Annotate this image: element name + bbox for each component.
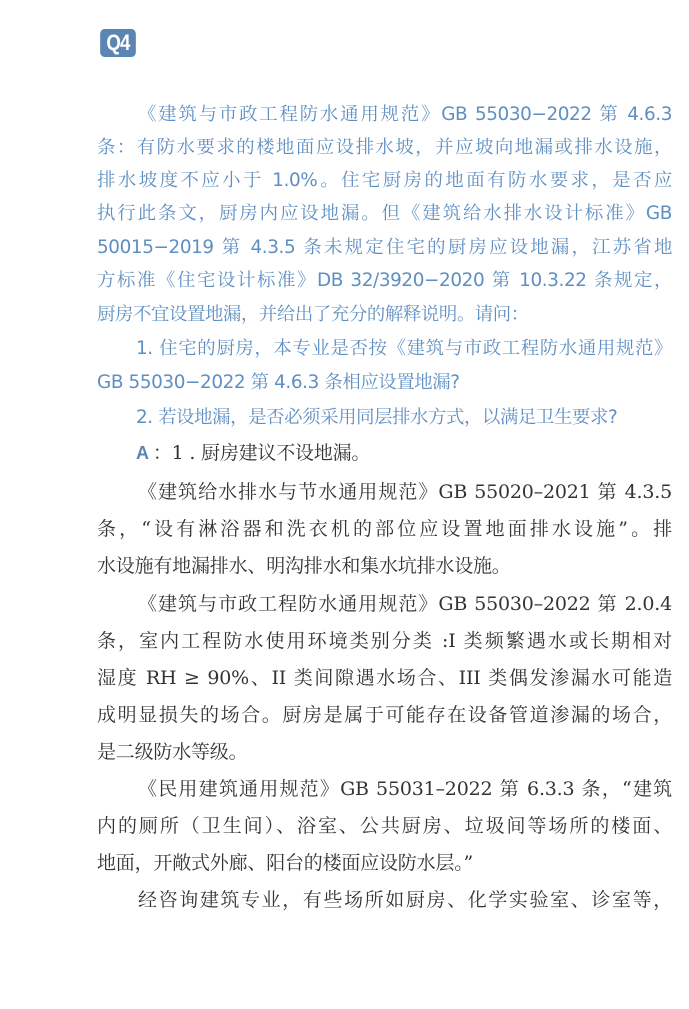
answer-mark-icon: A bbox=[136, 443, 149, 463]
answer-line: 成明显损失的场合。厨房是属于可能存在设备管道渗漏的场合， bbox=[97, 704, 672, 726]
answer-line: 湿度 RH ≥ 90%、II 类间隙遇水场合、III 类偶发渗漏水可能造 bbox=[97, 667, 672, 689]
question-line: 执行此条文，厨房内应设地漏。但《建筑给水排水设计标准》GB bbox=[97, 203, 672, 224]
answer-colon: ： bbox=[152, 442, 172, 464]
answer-first-text: 1 . 厨房建议不设地漏。 bbox=[171, 442, 371, 464]
sub-question-1-cont: GB 55030−2022 第 4.6.3 条相应设置地漏? bbox=[97, 372, 460, 393]
question-number-badge: Q4 bbox=[100, 29, 136, 57]
answer-line: 经咨询建筑专业，有些场所如厨房、化学实验室、诊室等， bbox=[138, 889, 672, 911]
answer-line: 《民用建筑通用规范》GB 55031–2022 第 6.3.3 条，“建筑 bbox=[138, 778, 672, 800]
answer-line: 条，室内工程防水使用环境类别分类 :I 类频繁遇水或长期相对 bbox=[97, 630, 672, 652]
sub-question-2: 2. 若设地漏，是否必须采用同层排水方式，以满足卫生要求? bbox=[136, 407, 618, 428]
question-line: 方标准《住宅设计标准》DB 32/3920−2020 第 10.3.22 条规定， bbox=[97, 270, 672, 291]
answer-line: 水设施有地漏排水、明沟排水和集水坑排水设施。 bbox=[97, 555, 511, 577]
answer-line: 是二级防水等级。 bbox=[97, 741, 248, 763]
answer-line: 条，“设有淋浴器和洗衣机的部位应设置地面排水设施”。排 bbox=[97, 518, 672, 540]
question-line: 排水坡度不应小于 1.0%。住宅厨房的地面有防水要求，是否应 bbox=[97, 170, 672, 191]
sub-question-1: 1. 住宅的厨房，本专业是否按《建筑与市政工程防水通用规范》 bbox=[136, 338, 672, 359]
question-line: 50015−2019 第 4.3.5 条未规定住宅的厨房应设地漏，江苏省地 bbox=[97, 237, 672, 258]
answer-line: 内的厕所（卫生间）、浴室、公共厨房、垃圾间等场所的楼面、 bbox=[97, 815, 672, 837]
answer-line: 《建筑与市政工程防水通用规范》GB 55030–2022 第 2.0.4 bbox=[138, 593, 672, 615]
question-line: 厨房不宜设置地漏，并给出了充分的解释说明。请问： bbox=[97, 304, 529, 325]
question-line: 《建筑与市政工程防水通用规范》GB 55030−2022 第 4.6.3 bbox=[138, 104, 672, 125]
answer-line: 地面，开敞式外廊、阳台的楼面应设防水层。” bbox=[97, 852, 474, 874]
answer-first-line bbox=[136, 440, 689, 466]
question-line: 条：有防水要求的楼地面应设排水坡，并应坡向地漏或排水设施， bbox=[97, 137, 672, 158]
answer-line: 《建筑给水排水与节水通用规范》GB 55020–2021 第 4.3.5 bbox=[138, 481, 672, 503]
